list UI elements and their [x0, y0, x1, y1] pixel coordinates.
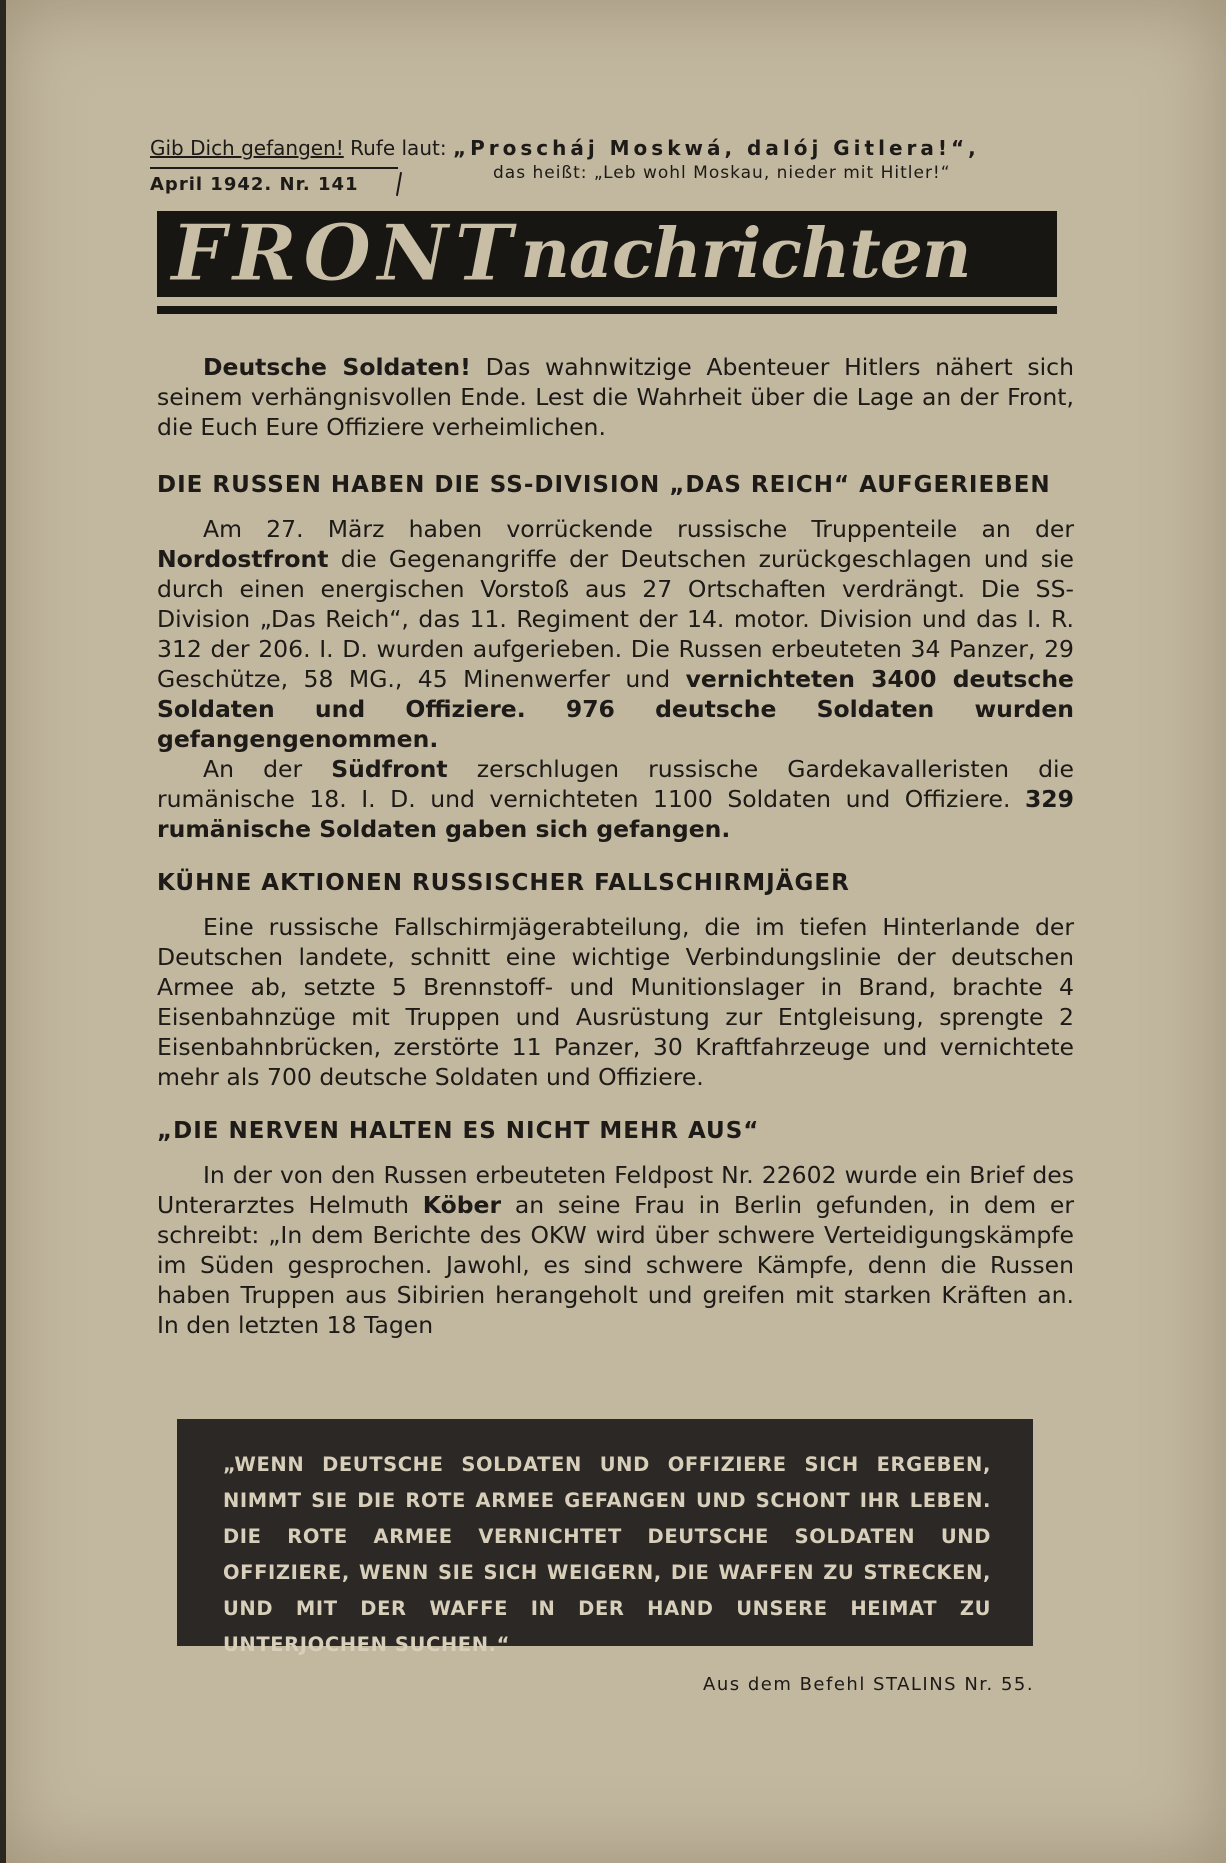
surrender-call-underlined: Gib Dich gefangen! — [150, 136, 344, 160]
header-divider — [150, 167, 398, 169]
quote-source: Aus dem Befehl STALINS Nr. 55. — [703, 1674, 1035, 1695]
text-run: In der von den Russen erbeuteten Feldpost Nr. 22602 wurde ein Brief des Unterarztes Helmuth — [157, 1161, 1074, 1219]
surrender-call-rest: Rufe laut: — [343, 136, 453, 160]
text-run: die Gegenangriffe der Deutschen zurückgeschlagen und sie durch einen energischen Vorstoß aus 27 Ortschaften verdrängt. Die SS-Division „Das Reich“, das 11. Regiment der 14. motor. Division und das I. R. 312 der 206. I. D. wurden aufgerieben. Die Russen erbeuteten 34 Panzer, 29 Geschütze, 58 MG., 45 Minenwerfer und — [157, 545, 1074, 693]
surrender-call-translation: das heißt: „Leb wohl Moskau, nieder mit Hitler!“ — [493, 163, 951, 183]
header-slash — [396, 172, 402, 196]
surrender-call-russian: „Proscháj Moskwá, dalój Gitlera!“, — [452, 136, 980, 160]
surrender-call — [150, 136, 980, 160]
paragraph-nordostfront — [157, 514, 1074, 754]
heading-nerven: „DIE NERVEN HALTEN ES NICHT MEHR AUS“ — [157, 1118, 760, 1144]
text-run: An der — [203, 755, 332, 783]
issue-date-number: April 1942. Nr. 141 — [150, 174, 359, 195]
bold-run: vernichteten 3400 deutsche Soldaten und Offiziere. 976 deutsche Soldaten wurden gefangengenommen. — [157, 665, 1074, 753]
text-run: Am 27. März haben vorrückende russische Truppenteile an der — [203, 515, 1074, 543]
paragraph-fallschirmjaeger: Eine russische Fallschirmjägerabteilung, die im tiefen Hinterlande der Deutschen landete, schnitt eine wichtige Verbindungslinie der deutschen Armee ab, setzte 5 Brennstoff- und Munitionslager in Brand, brachte 4 Eisenbahnzüge mit Truppen und Ausrüstung zur Entgleisung, sprengte 2 Eisenbahnbrücken, zerstörte 11 Panzer, 30 Kraftfahrzeuge und vernichtete mehr als 700 deutsche Soldaten und Offiziere. — [157, 913, 1074, 1091]
intro-paragraph — [157, 352, 1074, 442]
bold-run: Köber — [422, 1191, 502, 1219]
text-run: zerschlugen russische Gardekavalleristen die rumänische 18. I. D. und vernichteten 1100 Soldaten und Offiziere. — [157, 755, 1074, 813]
heading-fallschirmjaeger: KÜHNE AKTIONEN RUSSISCHER FALLSCHIRMJÄGER — [157, 870, 850, 896]
masthead-rule — [157, 306, 1057, 314]
stalin-quote-box: „WENN DEUTSCHE SOLDATEN UND OFFIZIERE SICH ERGEBEN, NIMMT SIE DIE ROTE ARMEE GEFANGEN UND SCHONT IHR LEBEN. DIE ROTE ARMEE VERNICHTET DEUTSCHE SOLDATEN UND OFFIZIERE, WENN SIE SICH WEIGERN, DIE WAFFEN ZU STRECKEN, UND MIT DER WAFFE IN DER HAND UNSERE HEIMAT ZU UNTERJOCHEN SUCHEN.“ — [177, 1419, 1033, 1646]
heading-das-reich: DIE RUSSEN HABEN DIE SS-DIVISION „DAS REICH“ AUFGERIEBEN — [157, 472, 1051, 498]
bold-run: Nordostfront — [157, 545, 329, 573]
text-run: an seine Frau in Berlin gefunden, in dem er schreibt: „In dem Berichte des OKW wird über schwere Verteidigungskämpfe im Süden gesprochen. Jawohl, es sind schwere Kämpfe, denn die Russen haben Truppen aus Sibirien herangeholt und greifen mit starken Kräften an. In den letzten 18 Tagen — [157, 1191, 1074, 1339]
bold-run: Südfront — [331, 755, 448, 783]
article-body — [157, 352, 1074, 1340]
intro-lead: Deutsche Soldaten! — [203, 353, 471, 381]
masthead-nachrichten: nachrichten — [520, 214, 971, 294]
scan-edge — [0, 0, 6, 1863]
bold-run: 329 rumänische Soldaten gaben sich gefangen. — [157, 785, 1074, 843]
intro-text: Das wahnwitzige Abenteuer Hitlers nähert sich seinem verhängnisvollen Ende. Lest die Wahrheit über die Lage an der Front, die Euch Eure Offiziere verheimlichen. — [157, 353, 1074, 441]
paragraph-feldpost — [157, 1160, 1074, 1340]
paragraph-suedfront — [157, 754, 1074, 844]
masthead — [157, 211, 1057, 297]
masthead-front: FRONT — [171, 211, 519, 297]
